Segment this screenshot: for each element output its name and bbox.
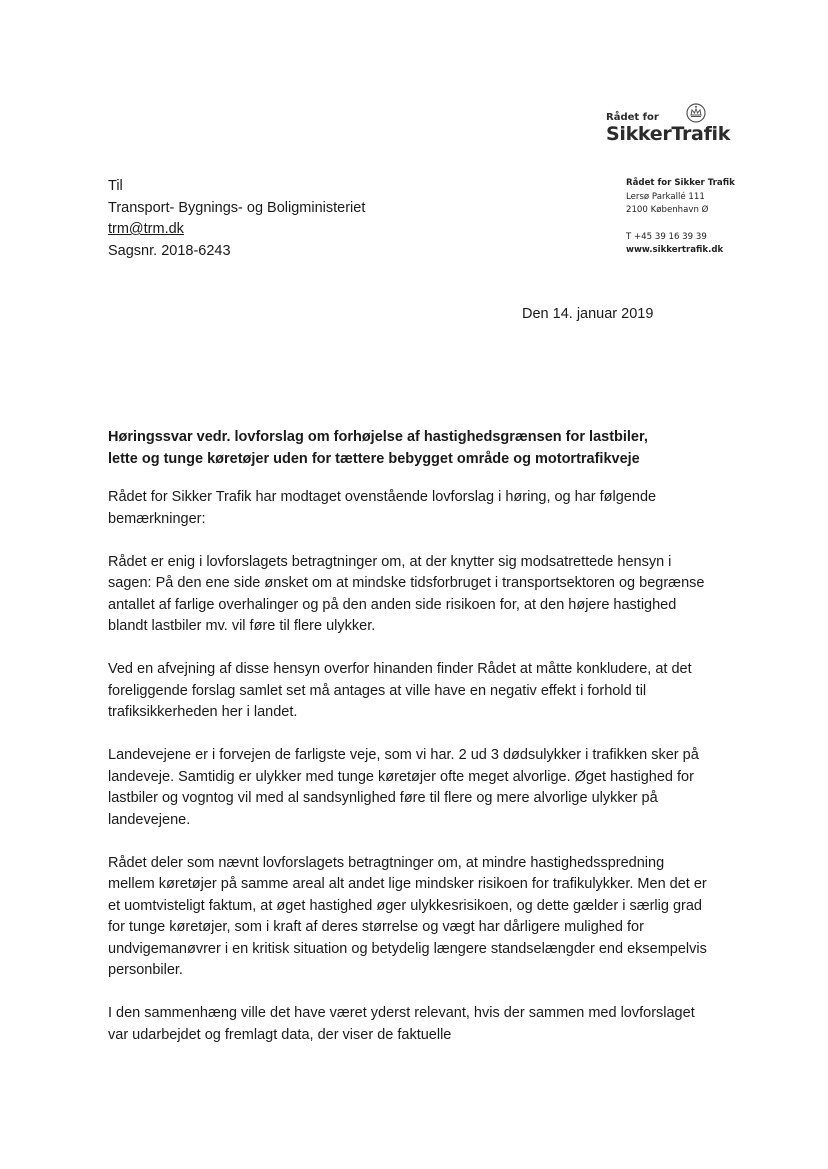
body-paragraph: Rådet for Sikker Trafik har modtaget ovenstående lovforslag i høring, og har følgende bemærkninger: xyxy=(108,489,657,527)
letter-subject xyxy=(108,427,708,470)
sender-phone: T +45 39 16 39 39 xyxy=(626,231,707,242)
case-number: Sagsnr. 2018-6243 xyxy=(108,242,231,259)
crown-seal-icon xyxy=(686,103,706,123)
body-paragraph: Ved en afvejning af disse hensyn overfor hinanden finder Rådet at måtte konkludere, at det foreliggende forslag samlet set må antages at ville have en negativ effekt i forhold til trafiksikkerheden her i landet. xyxy=(108,661,692,720)
body-paragraph: Rådet deler som nævnt lovforslagets betragtninger om, at mindre hastighedsspredning mellem køretøjer på samme areal alt andet lige mindsker risikoen for trafikulykker. Men det er et uomtvisteligt faktum, at øget hastighed øger ulykkesrisikoen, og dette gælder i særlig grad for tunge køretøjer, som i kraft af deres størrelse og vægt har dårligere mulighed for undvigemanøvrer i en kritisk situation og betydelig længere standselængder end eksempelvis personbiler. xyxy=(108,854,707,978)
body-paragraph: Rådet er enig i lovforslagets betragtninger om, at der knytter sig modsatrettede hensyn i sagen: På den ene side ønsket om at mindske tidsforbruget i transportsektoren og begrænse antallet af farlige overhalinger og på den anden side risikoen for, at den højere hastighed blandt lastbiler mv. vil føre til flere ulykker. xyxy=(108,553,705,634)
sender-address-block xyxy=(626,177,735,258)
sender-name: Rådet for Sikker Trafik xyxy=(626,178,735,188)
sender-city: 2100 København Ø xyxy=(626,205,709,215)
letter-body xyxy=(108,487,708,1068)
recipient-block xyxy=(108,176,365,262)
sender-street: Lersø Parkallé 111 xyxy=(626,191,705,202)
organization-logo xyxy=(606,103,746,149)
sender-website: www.sikkertrafik.dk xyxy=(626,245,724,255)
recipient-email-link[interactable]: trm@trm.dk xyxy=(108,221,184,237)
body-paragraph: Landevejene er i forvejen de farligste veje, som vi har. 2 ud 3 dødsulykker i trafikken sker på landeveje. Samtidig er ulykker med tunge køretøjer ofte meget alvorlige. Øget hastighed for lastbiler og vogntog vil med al sandsynlighed føre til flere og mere alvorlige ulykker på landevejene. xyxy=(108,747,699,828)
letter-date: Den 14. januar 2019 xyxy=(522,306,654,322)
body-paragraph: I den sammenhæng ville det have været yderst relevant, hvis der sammen med lovforslaget var udarbejdet og fremlagt data, der viser de faktuelle xyxy=(108,1005,695,1043)
logo-main-text: SikkerTrafik xyxy=(606,123,731,145)
subject-line-2: lette og tunge køretøjer uden for tættere bebygget område og motortrafikveje xyxy=(108,450,640,467)
logo-top-text: Rådet for xyxy=(606,112,659,123)
subject-line-1: Høringssvar vedr. lovforslag om forhøjelse af hastighedsgrænsen for lastbiler, xyxy=(108,429,648,445)
recipient-label: Til xyxy=(108,178,123,194)
recipient-name: Transport- Bygnings- og Boligministeriet xyxy=(108,199,366,216)
